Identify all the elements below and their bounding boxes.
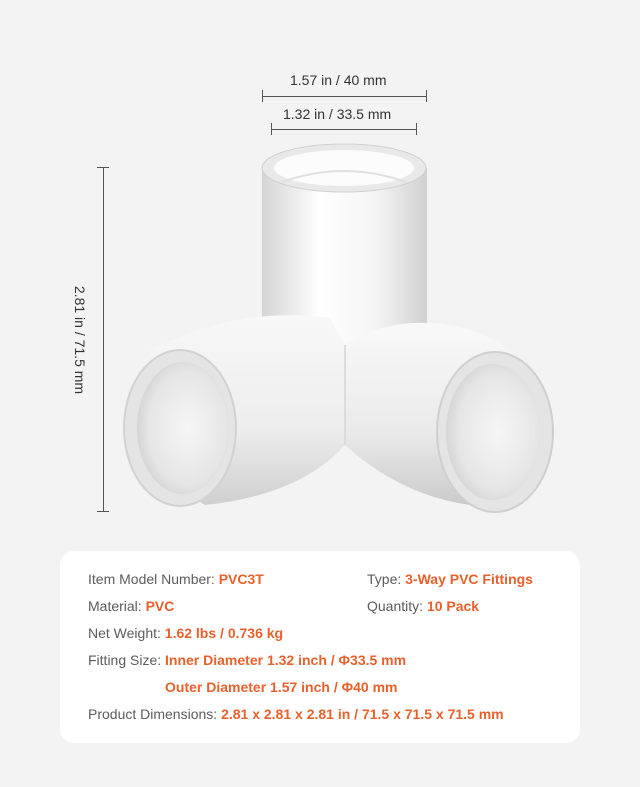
model-row bbox=[88, 571, 264, 587]
material-row bbox=[88, 598, 174, 614]
spec-card bbox=[60, 551, 580, 743]
fitting-outer-row bbox=[165, 679, 397, 695]
quantity-row bbox=[367, 598, 479, 614]
weight-row bbox=[88, 625, 283, 641]
height-label: 2.81 in / 71.5 mm bbox=[72, 285, 88, 395]
material-label: Material: bbox=[88, 598, 142, 614]
material-value: PVC bbox=[145, 598, 175, 614]
model-value: PVC3T bbox=[218, 571, 264, 587]
fitting-row bbox=[88, 652, 406, 668]
type-label: Type: bbox=[367, 571, 402, 587]
fitting-inner-value: Inner Diameter 1.32 inch / Φ33.5 mm bbox=[165, 652, 407, 668]
inner-width-label: 1.32 in / 33.5 mm bbox=[283, 106, 392, 122]
type-value: 3-Way PVC Fittings bbox=[405, 571, 533, 587]
type-row bbox=[367, 571, 533, 587]
outer-width-label: 1.57 in / 40 mm bbox=[290, 72, 387, 88]
dimensions-value: 2.81 x 2.81 x 2.81 in / 71.5 x 71.5 x 71.5 mm bbox=[221, 706, 504, 722]
weight-value: 1.62 lbs / 0.736 kg bbox=[164, 625, 284, 641]
weight-label: Net Weight: bbox=[88, 625, 161, 641]
model-label: Item Model Number: bbox=[88, 571, 215, 587]
fitting-label: Fitting Size: bbox=[88, 652, 162, 668]
dimensions-label: Product Dimensions: bbox=[88, 706, 218, 722]
fitting-outer-value: Outer Diameter 1.57 inch / Φ40 mm bbox=[165, 679, 398, 695]
dimensions-row bbox=[88, 706, 504, 722]
quantity-value: 10 Pack bbox=[426, 598, 480, 614]
quantity-label: Quantity: bbox=[367, 598, 424, 614]
